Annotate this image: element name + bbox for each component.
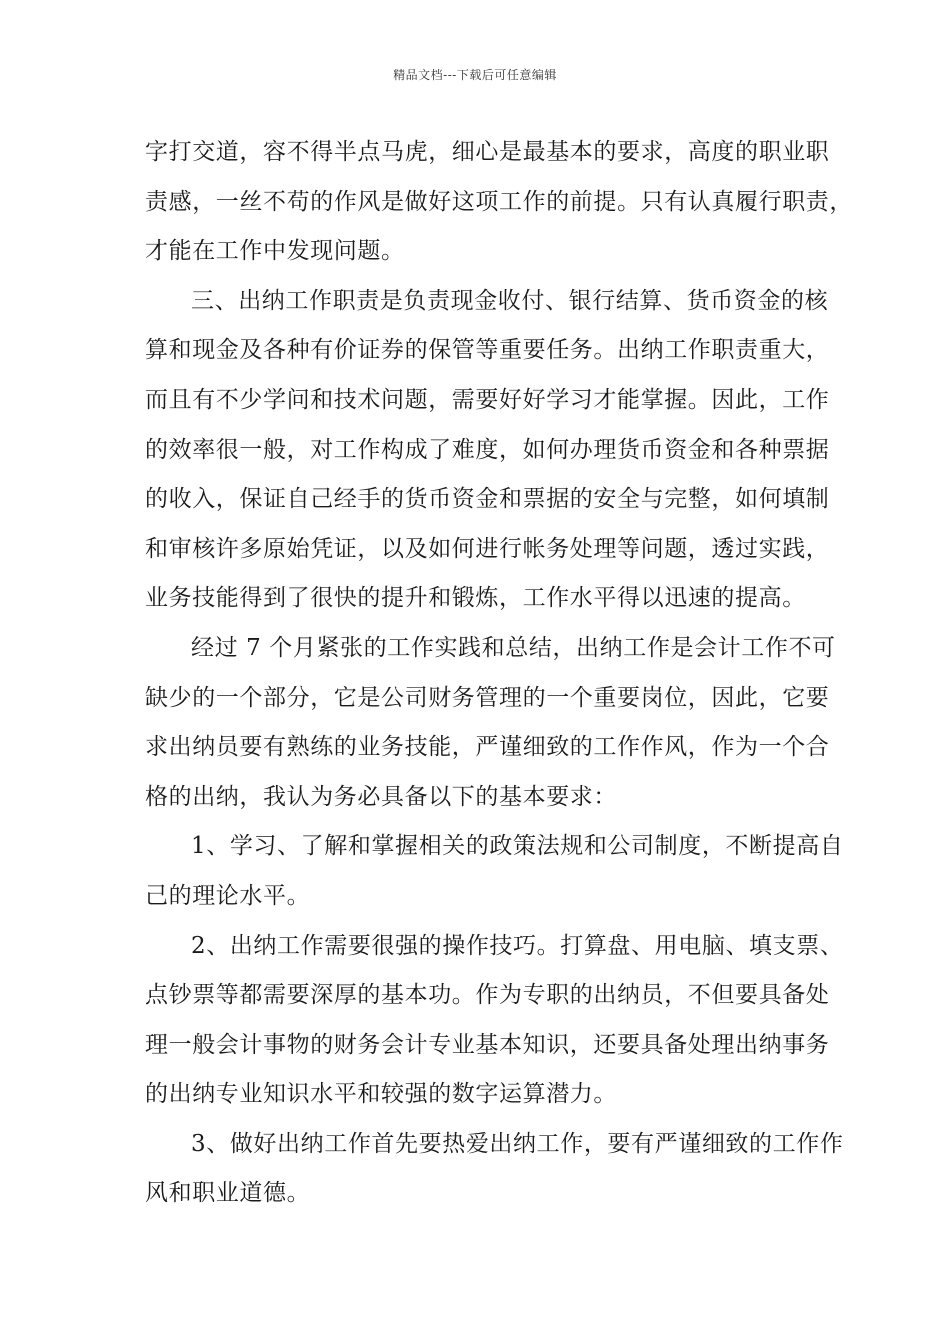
text-line: 缺少的一个部分，它是公司财务管理的一个重要岗位，因此，它要 (145, 684, 830, 711)
paragraph-first-line: 3、做好出纳工作首先要热爱出纳工作，要有严谨细致的工作作 (191, 1130, 844, 1157)
text-line: 字打交道，容不得半点马虎，细心是最基本的要求，高度的职业职 (145, 139, 830, 165)
page-header: 精品文档---下载后可任意编辑 (393, 68, 557, 82)
text-line: 理一般会计事物的财务会计专业基本知识，还要具备处理出纳事务 (145, 1031, 830, 1058)
text-line: 己的理论水平。 (145, 882, 311, 909)
text-line: 点钞票等都需要深厚的基本功。作为专职的出纳员，不但要具备处 (145, 982, 830, 1009)
text-line: 而且有不少学问和技术问题，需要好好学习才能掌握。因此，工作 (145, 386, 830, 413)
paragraph-first-line: 1、学习、了解和掌握相关的政策法规和公司制度，不断提高自 (191, 833, 844, 860)
body-text (145, 128, 853, 1219)
text-line: 格的出纳，我认为务必具备以下的基本要求： (145, 783, 617, 810)
text-line: 业务技能得到了很快的提升和锻炼，工作水平得以迅速的提高。 (145, 585, 806, 612)
text-line: 的收入，保证自己经手的货币资金和票据的安全与完整，如何填制 (145, 486, 830, 513)
text-line: 的出纳专业知识水平和较强的数字运算潜力。 (145, 1081, 617, 1108)
text-line: 的效率很一般，对工作构成了难度，如何办理货币资金和各种票据 (145, 436, 830, 463)
paragraph-first-line: 经过 7 个月紧张的工作实践和总结，出纳工作是会计工作不可 (191, 634, 836, 661)
text-line: 求出纳员要有熟练的业务技能，严谨细致的工作作风，作为一个合 (145, 734, 830, 761)
text-line: 和审核许多原始凭证，以及如何进行帐务处理等问题，透过实践， (145, 535, 830, 562)
paragraph-first-line: 三、出纳工作职责是负责现金收付、银行结算、货币资金的核 (191, 287, 829, 314)
text-line: 风和职业道德。 (145, 1180, 311, 1207)
text-line: 责感，一丝不苟的作风是做好这项工作的前提。只有认真履行职责， (145, 188, 853, 215)
paragraph-first-line: 2、出纳工作需要很强的操作技巧。打算盘、用电脑、填支票、 (191, 932, 844, 959)
text-line: 才能在工作中发现问题。 (145, 238, 405, 265)
text-line: 算和现金及各种有价证券的保管等重要任务。出纳工作职责重大， (145, 337, 830, 364)
